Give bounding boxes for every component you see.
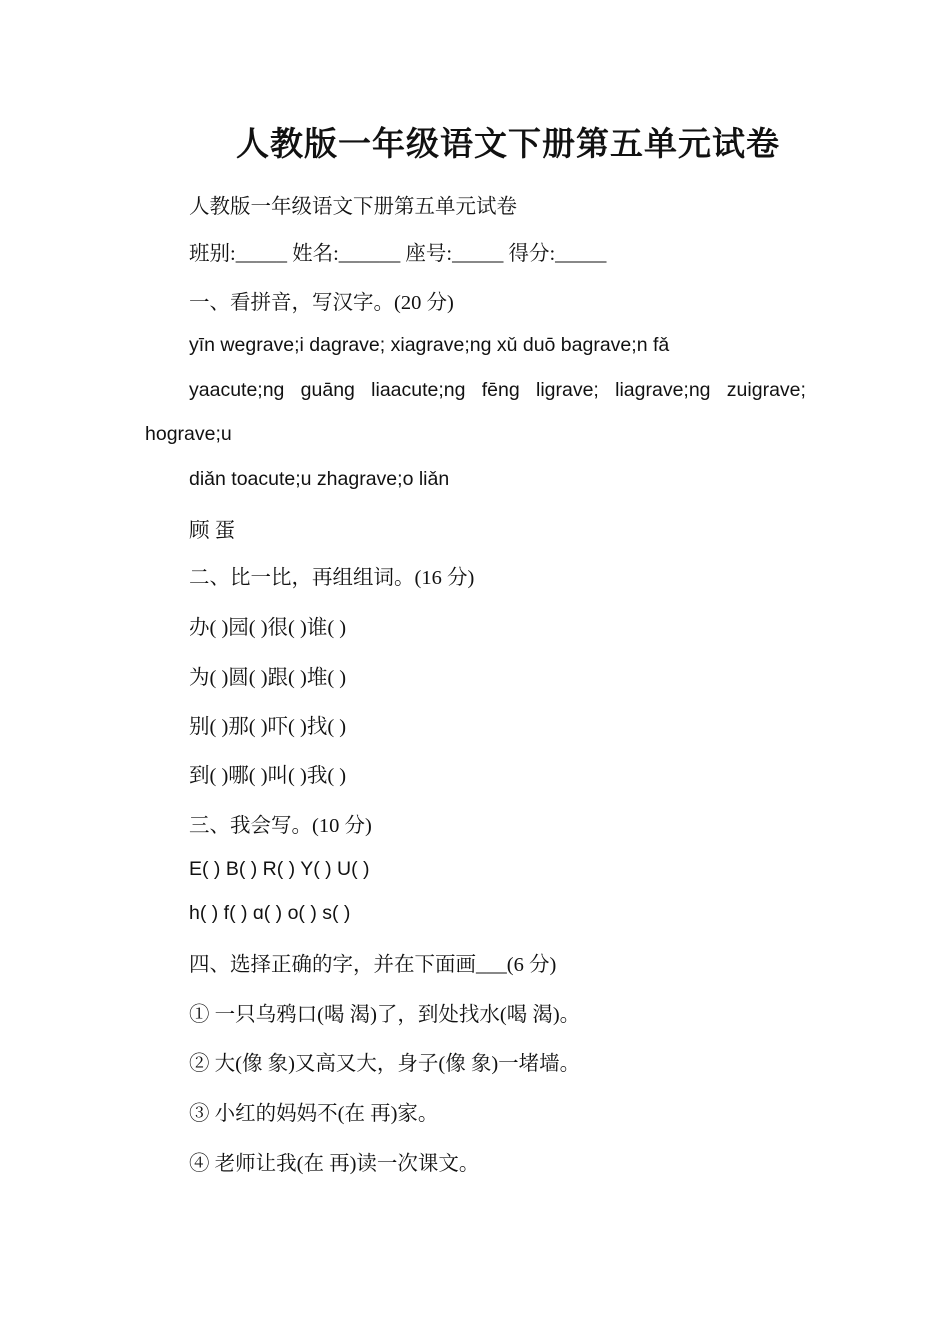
document-subtitle: 人教版一年级语文下册第五单元试卷 — [189, 196, 517, 218]
student-info-line: 班别:_____ 姓名:______ 座号:_____ 得分:_____ — [189, 243, 607, 265]
section1-extra-chars: 顾 蛋 — [189, 520, 236, 542]
section4-item: ① 一只乌鸦口(喝 渴)了，到处找水(喝 渴)。 — [189, 1004, 581, 1026]
pinyin-line-3: diǎn toacute;u zhagrave;o liǎn — [189, 468, 450, 490]
pinyin-word: liagrave;ng — [615, 379, 711, 401]
section2-row: 办( )园( )很( )谁( ) — [189, 617, 347, 639]
section4-item: ② 大(像 象)又高又大，身子(像 象)一堵墙。 — [189, 1053, 581, 1075]
page-title: 人教版一年级语文下册第五单元试卷 — [236, 127, 780, 163]
pinyin-word: ligrave; — [535, 379, 599, 401]
pinyin-word: yaacute;ng — [189, 379, 285, 401]
pinyin-word: liaacute;ng — [371, 379, 466, 401]
section2-heading: 二、比一比，再组组词。(16 分) — [189, 567, 475, 589]
section2-row: 为( )圆( )跟( )堆( ) — [189, 667, 347, 689]
pinyin-line-2 — [189, 379, 806, 402]
section2-row: 别( )那( )吓( )找( ) — [189, 716, 347, 738]
section2-row: 到( )哪( )叫( )我( ) — [189, 765, 347, 787]
section4-item: ④ 老师让我(在 再)读一次课文。 — [189, 1153, 480, 1175]
section3-heading: 三、我会写。(10 分) — [189, 815, 372, 837]
pinyin-word: guāng — [300, 379, 355, 401]
pinyin-word: zuigrave; — [726, 379, 806, 401]
pinyin-word: fēng — [481, 379, 520, 401]
pinyin-line-1: yīn wegrave;i dagrave; xiagrave;ng xǔ duō bagrave;n fǎ — [189, 334, 670, 356]
section1-heading: 一、看拼音，写汉字。(20 分) — [189, 292, 454, 314]
pinyin-line-2-continuation: hograve;u — [145, 423, 232, 445]
section3-row: h( ) f( ) ɑ( ) o( ) s( ) — [189, 902, 351, 924]
section3-row: E( ) B( ) R( ) Y( ) U( ) — [189, 858, 370, 880]
section4-item: ③ 小红的妈妈不(在 再)家。 — [189, 1103, 439, 1125]
section4-heading: 四、选择正确的字，并在下面画___(6 分) — [189, 954, 557, 976]
